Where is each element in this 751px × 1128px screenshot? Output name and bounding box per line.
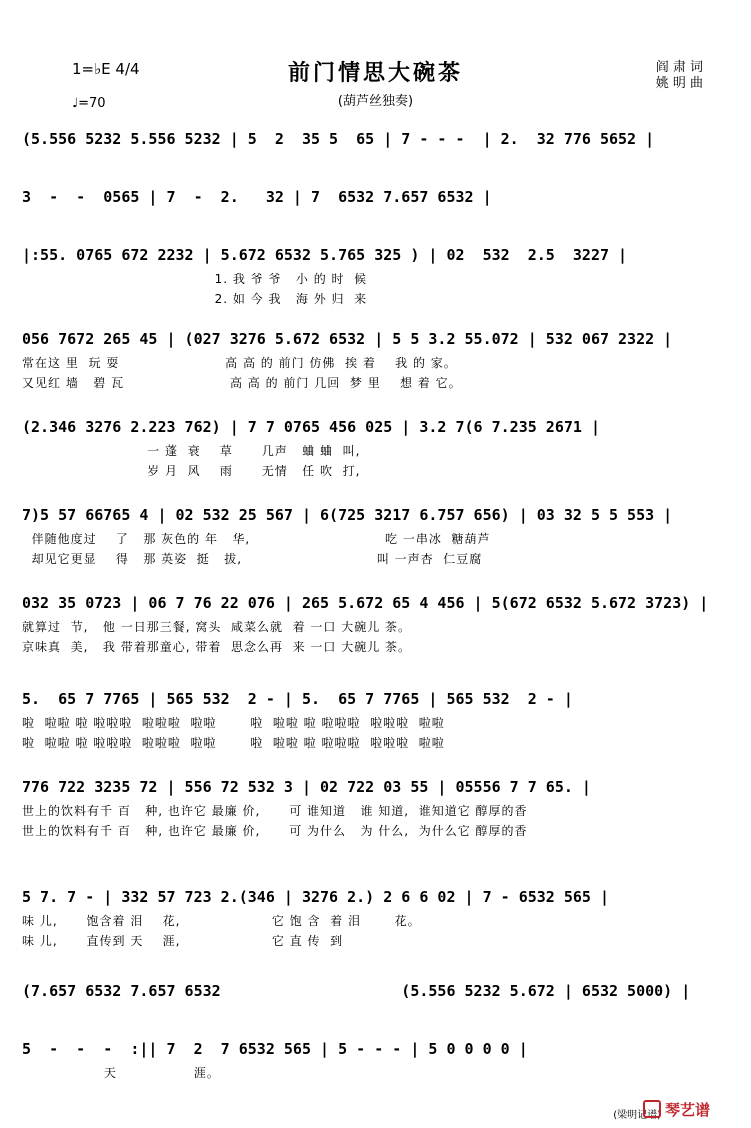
score-system (22, 1028, 730, 1078)
notation-line: 056 7672 265 45 | (027 3276 5.672 6532 | 5 5 3.2 55.072 | 532 067 2322 | (22, 330, 673, 348)
score-system (22, 678, 730, 748)
lyric-line: 常在这 里 玩 耍 高 高 的 前门 仿佛 挨 着 我 的 家。 (22, 356, 457, 370)
notation-line: 776 722 3235 72 | 556 72 532 3 | 02 722 03 55 | 05556 7 7 65. | (22, 778, 591, 796)
notation-line: 7)5 57 66765 4 | 02 532 25 567 | 6(725 3217 6.757 656) | 03 32 5 5 553 | (22, 506, 673, 524)
lyric-line: 味 儿, 饱含着 泪 花, 它 饱 含 着 泪 花。 (22, 914, 421, 928)
score-system (22, 494, 730, 564)
transcriber-credit: (梁明记谱) (613, 1110, 661, 1121)
score-system (22, 176, 730, 206)
score-system (22, 234, 730, 304)
score-system (22, 876, 730, 946)
lyric-line: 味 儿, 直传到 天 涯, 它 直 传 到 (22, 934, 344, 948)
lyric-line: 岁 月 风 雨 无情 任 吹 打, (22, 464, 361, 478)
lyric-line: 啦 啦啦 啦 啦啦啦 啦啦啦 啦啦 啦 啦啦 啦 啦啦啦 啦啦啦 啦啦 (22, 716, 445, 730)
lyric-line: 啦 啦啦 啦 啦啦啦 啦啦啦 啦啦 啦 啦啦 啦 啦啦啦 啦啦啦 啦啦 (22, 736, 445, 750)
notation-line: 032 35 0723 | 06 7 76 22 076 | 265 5.672 65 4 456 | 5(672 6532 5.672 3723) | (22, 594, 709, 612)
lyric-line: 1. 我 爷 爷 小 的 时 候 (22, 272, 368, 286)
song-subtitle: (葫芦丝独奏) (337, 94, 414, 109)
composer: 姚 明 曲 (655, 76, 703, 91)
lyric-line: 京味真 美, 我 带着那童心, 带着 思念么再 来 一口 大碗儿 茶。 (22, 640, 412, 654)
logo-text: 琴艺谱 (665, 1100, 711, 1119)
notation-line: 5 - - - :|| 7 2 7 6532 565 | 5 - - - | 5 0 0 0 0 | (22, 1040, 528, 1058)
lyric-line: 就算过 节, 他 一日那三餐, 窝头 咸菜么就 着 一口 大碗儿 茶。 (22, 620, 412, 634)
lyric-line: 世上的饮料有千 百 种, 也许它 最廉 价, 可 为什么 为 什么, 为什么它 醇厚的香 (22, 824, 528, 838)
score-system (22, 766, 730, 836)
credits (656, 60, 703, 92)
score-system (22, 406, 730, 476)
lyric-line: 伴随他度过 了 那 灰色的 年 华, 吃 一串冰 糖葫芦 (22, 532, 491, 546)
lyric-line: 天 涯。 (22, 1066, 220, 1080)
notation-line: (7.657 6532 7.657 6532 (5.556 5232 5.672 | 6532 5000) | (22, 982, 691, 1000)
lyricist: 阎 肃 词 (655, 60, 703, 75)
lyric-line: 2. 如 今 我 海 外 归 来 (22, 292, 368, 306)
notation-line: 3 - - 0565 | 7 - 2. 32 | 7 6532 7.657 6532 | (22, 188, 492, 206)
notation-line: (2.346 3276 2.223 762) | 7 7 0765 456 025 | 3.2 7(6 7.235 2671 | (22, 418, 600, 436)
notation-line: 5. 65 7 7765 | 565 532 2 - | 5. 65 7 7765 | 565 532 2 - | (22, 690, 573, 708)
notation-line: |:55. 0765 672 2232 | 5.672 6532 5.765 325 ) | 02 532 2.5 3227 | (22, 246, 628, 264)
song-title: 前门情思大碗茶 (287, 61, 463, 86)
logo-icon (643, 1100, 661, 1118)
lyric-line: 又见红 墙 碧 瓦 高 高 的 前门 几回 梦 里 想 着 它。 (22, 376, 462, 390)
score-system (22, 118, 730, 148)
lyric-line: 一 蓬 衰 草 几声 蛐 蛐 叫, (22, 444, 361, 458)
lyric-line: 世上的饮料有千 百 种, 也许它 最廉 价, 可 谁知道 谁 知道, 谁知道它 醇厚的香 (22, 804, 528, 818)
notation-line: 5 7. 7 - | 332 57 723 2.(346 | 3276 2.) 2 6 6 02 | 7 - 6532 565 | (22, 888, 609, 906)
score-system (22, 970, 730, 1000)
score-system (22, 582, 730, 652)
lyric-line: 却见它更显 得 那 英姿 挺 拔, 叫 一声杏 仁豆腐 (22, 552, 483, 566)
tempo-marking: ♩=70 (72, 96, 106, 111)
site-logo (643, 1097, 739, 1121)
score-system (22, 318, 730, 388)
notation-line: (5.556 5232 5.556 5232 | 5 2 35 5 65 | 7 - - - | 2. 32 776 5652 | (22, 130, 655, 148)
key-signature: 1=♭E 4/4 (72, 60, 140, 78)
